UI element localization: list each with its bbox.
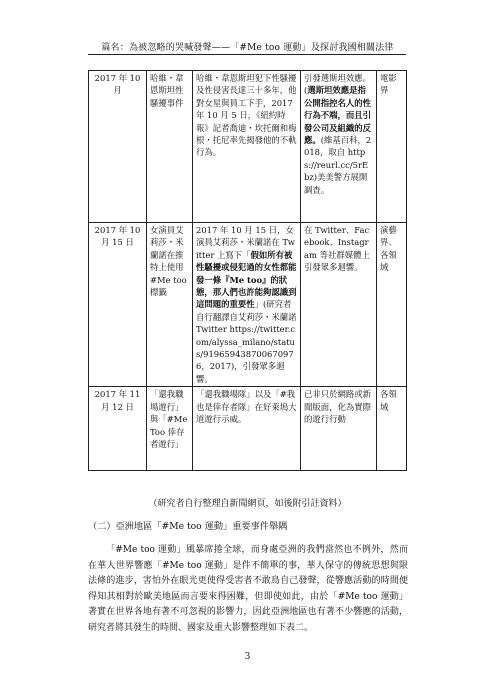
event-name: 哈維・韋恩斯坦性騷擾事件 [147, 71, 193, 223]
description-text: 2017 年 10 月 15 日，女演員艾莉莎・米蘭諾在 Twitter 上寫下「 [196, 225, 295, 260]
description-emphasis: 假如所有被性騷擾或侵犯過的女性都能發一條『Me too』的狀態，那人們也許能夠認識到這問題的重要性 [196, 249, 297, 310]
table-caption: （研究者自行整理自新聞網頁，如後附引註資料） [148, 499, 347, 509]
event-date: 2017 年 11 月 12 日 [89, 387, 147, 471]
event-date: 2017 年 10 月 [89, 71, 147, 223]
event-name: 女演員艾莉莎・米蘭諾在推特上使用 #Me too 標籤 [147, 223, 193, 387]
event-description [193, 71, 301, 223]
page-number: 3 [244, 652, 251, 662]
event-scope: 各領域 [377, 387, 407, 471]
event-impact [301, 71, 377, 223]
header-rule [88, 54, 406, 55]
description-text-end: 」(研究者自行翻譯自艾莉莎・米蘭諾 Twitter https://twitter.com/alyssa_milano/status/919659438700670976，2017)，引發眾多迴響。 [196, 299, 297, 384]
impact-text-end: (維基百科，2018，取自 https://reurl.cc/5rEbz)美美警方展開調查。 [304, 135, 372, 195]
event-impact [301, 387, 377, 471]
event-scope: 電影界 [377, 71, 407, 223]
table-row [89, 71, 407, 223]
body-paragraph: 「#Me too 運動」風暴席捲全球，而身處亞洲的我們當然也不例外，然而在華人世界響應「#Me too 運動」是件不簡單的事，華人保守的傳統思想與限法條的進步，害怕外在眼光更使得受害者不敢鳥自己發聲，從響應活動的時間便得知其相對於歐美地區而言要來得困難，但即使如此，由於「#Me too 運動」著實在世界各地有著不可忽視的影響力，因此亞洲地區也有著不少響應的活動，研究者將其發生的時間、國家及重大影響整理如下表二。 [88, 545, 408, 633]
impact-emphasis: 選斯坦效應是指公開指控名人的性行為不端，而且引發公司及組織的反應。 [304, 85, 371, 146]
table-row [89, 387, 407, 471]
section-heading: （二）亞洲地區「#Me too 運動」重要事件舉隅 [88, 521, 288, 532]
impact-text: 在 Twitter、Facebook、Instagram 等社群媒體上引發眾多迴響。 [304, 225, 370, 273]
event-description [193, 223, 301, 387]
impact-text: 已非只於網路或新聞版面，化為實際的遊行行動 [304, 389, 371, 425]
event-scope: 演藝界、各領域 [377, 223, 407, 387]
description-text: 「還我職場隊」以及「#我也是倖存者隊」在好萊塢大道遊行示威。 [196, 389, 297, 425]
impact-text: 引發選斯坦效應。( [304, 73, 371, 96]
table-row [89, 223, 407, 387]
event-description [193, 387, 301, 471]
running-header: 篇名：為被忽略的哭喊發聲——「#Me too 運動」及探討我國相關法律 [101, 43, 394, 53]
description-text: 哈維・韋恩斯坦犯下性騷擾及性侵害長達三十多年，他對女星與員工下手，2017 年 10 月 5 日，《紐約時報》記者喬迪・坎托爾和梅根・托尼率先揭發他的不軌行為。 [196, 73, 297, 158]
events-table [88, 70, 407, 471]
event-date: 2017 年 10 月 15 日 [89, 223, 147, 387]
event-impact [301, 223, 377, 387]
event-name: 「還我職場遊行」與「#MeToo 倖存者遊行」 [147, 387, 193, 471]
